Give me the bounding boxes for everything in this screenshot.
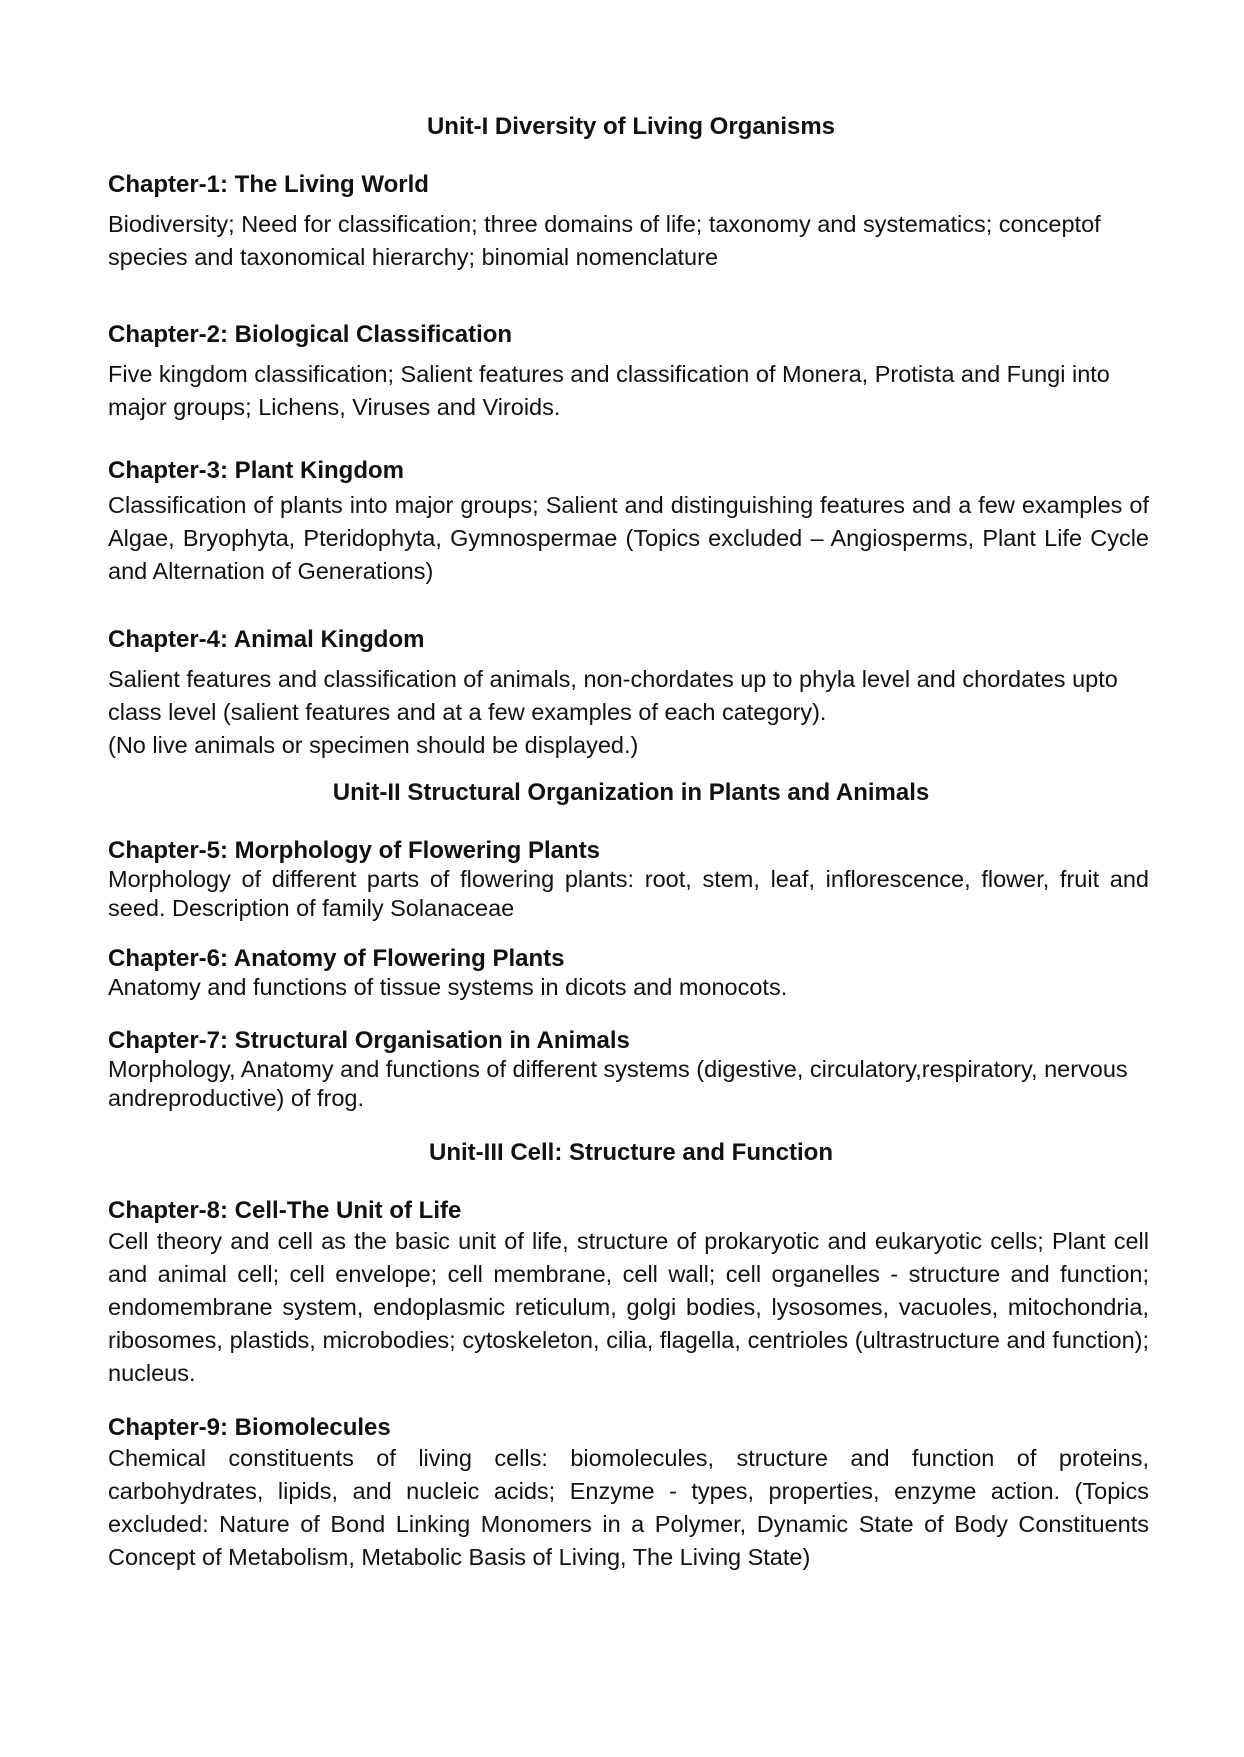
chapter-6-section [108,944,1149,1002]
chapter-4-body-text: Salient features and classification of animals, non-chordates up to phyla level and chordates upto class level (salient features and at a few examples of each category). [108,666,1118,725]
chapter-2-title: Chapter-2: Biological Classification [108,321,513,348]
chapter-1-body: Biodiversity; Need for classification; three domains of life; taxonomy and systematics; conceptof species and taxonomical hierarchy; binomial nomenclature [108,211,1101,270]
chapter-3-title: Chapter-3: Plant Kingdom [108,457,405,484]
unit-1-heading: Unit-I Diversity of Living Organisms [426,113,836,140]
chapter-5-title: Chapter-5: Morphology of Flowering Plants [108,837,600,864]
chapter-7-title: Chapter-7: Structural Organisation in Animals [108,1027,630,1054]
chapter-9-body: Chemical constituents of living cells: biomolecules, structure and function of proteins, carbohydrates, lipids, and nucleic acids; Enzyme - types, properties, enzyme action. (Topics excluded: Nature of Bond Linking Monomers in a Polymer, Dynamic State of Body Constituents Concept of Metabolism, Metabolic Basis of Living, The Living State) [108,1445,1149,1570]
chapter-8-title: Chapter-8: Cell-The Unit of Life [108,1197,462,1224]
chapter-3-body: Classification of plants into major groups; Salient and distinguishing features and a few examples of Algae, Bryophyta, Pteridophyta, Gymnospermae (Topics excluded – Angiosperms, Plant Life Cycle and Alternation of Generations) [108,492,1149,584]
chapter-6-body: Anatomy and functions of tissue systems in dicots and monocots. [108,974,788,1000]
chapter-4-body [108,663,1149,762]
chapter-2-section [108,320,1149,424]
chapter-9-title: Chapter-9: Biomolecules [108,1414,391,1441]
unit-3-heading: Unit-III Cell: Structure and Function [429,1139,833,1166]
chapter-4-note: (No live animals or specimen should be displayed.) [108,732,639,758]
chapter-8-section [108,1196,1149,1390]
chapter-1-section [108,170,1149,274]
chapter-8-body: Cell theory and cell as the basic unit of life, structure of prokaryotic and eukaryotic cells; Plant cell and animal cell; cell envelope; cell membrane, cell wall; cell organelles - structure and function; endomembrane system, endoplasmic reticulum, golgi bodies, lysosomes, vacuoles, mitochondria, ribosomes, plastids, microbodies; cytoskeleton, cilia, flagella, centrioles (ultrastructure and function); nucleus. [108,1228,1149,1386]
chapter-9-section [108,1413,1149,1574]
chapter-3-section [108,456,1149,588]
chapter-1-title: Chapter-1: The Living World [108,171,429,198]
chapter-4-section [108,625,1149,762]
chapter-7-body: Morphology, Anatomy and functions of different systems (digestive, circulatory,respiratory, nervous andreproductive) of frog. [108,1056,1128,1111]
chapter-4-title: Chapter-4: Animal Kingdom [108,626,425,653]
chapter-7-section [108,1026,1149,1113]
chapter-6-title: Chapter-6: Anatomy of Flowering Plants [108,945,565,972]
unit-2-heading: Unit-II Structural Organization in Plants and Animals [332,779,930,806]
chapter-2-body: Five kingdom classification; Salient features and classification of Monera, Protista and Fungi into major groups; Lichens, Viruses and Viroids. [108,361,1110,420]
chapter-5-body: Morphology of different parts of flowering plants: root, stem, leaf, inflorescence, flower, fruit and seed. Description of family Solanaceae [108,866,1149,921]
chapter-5-section [108,836,1149,923]
